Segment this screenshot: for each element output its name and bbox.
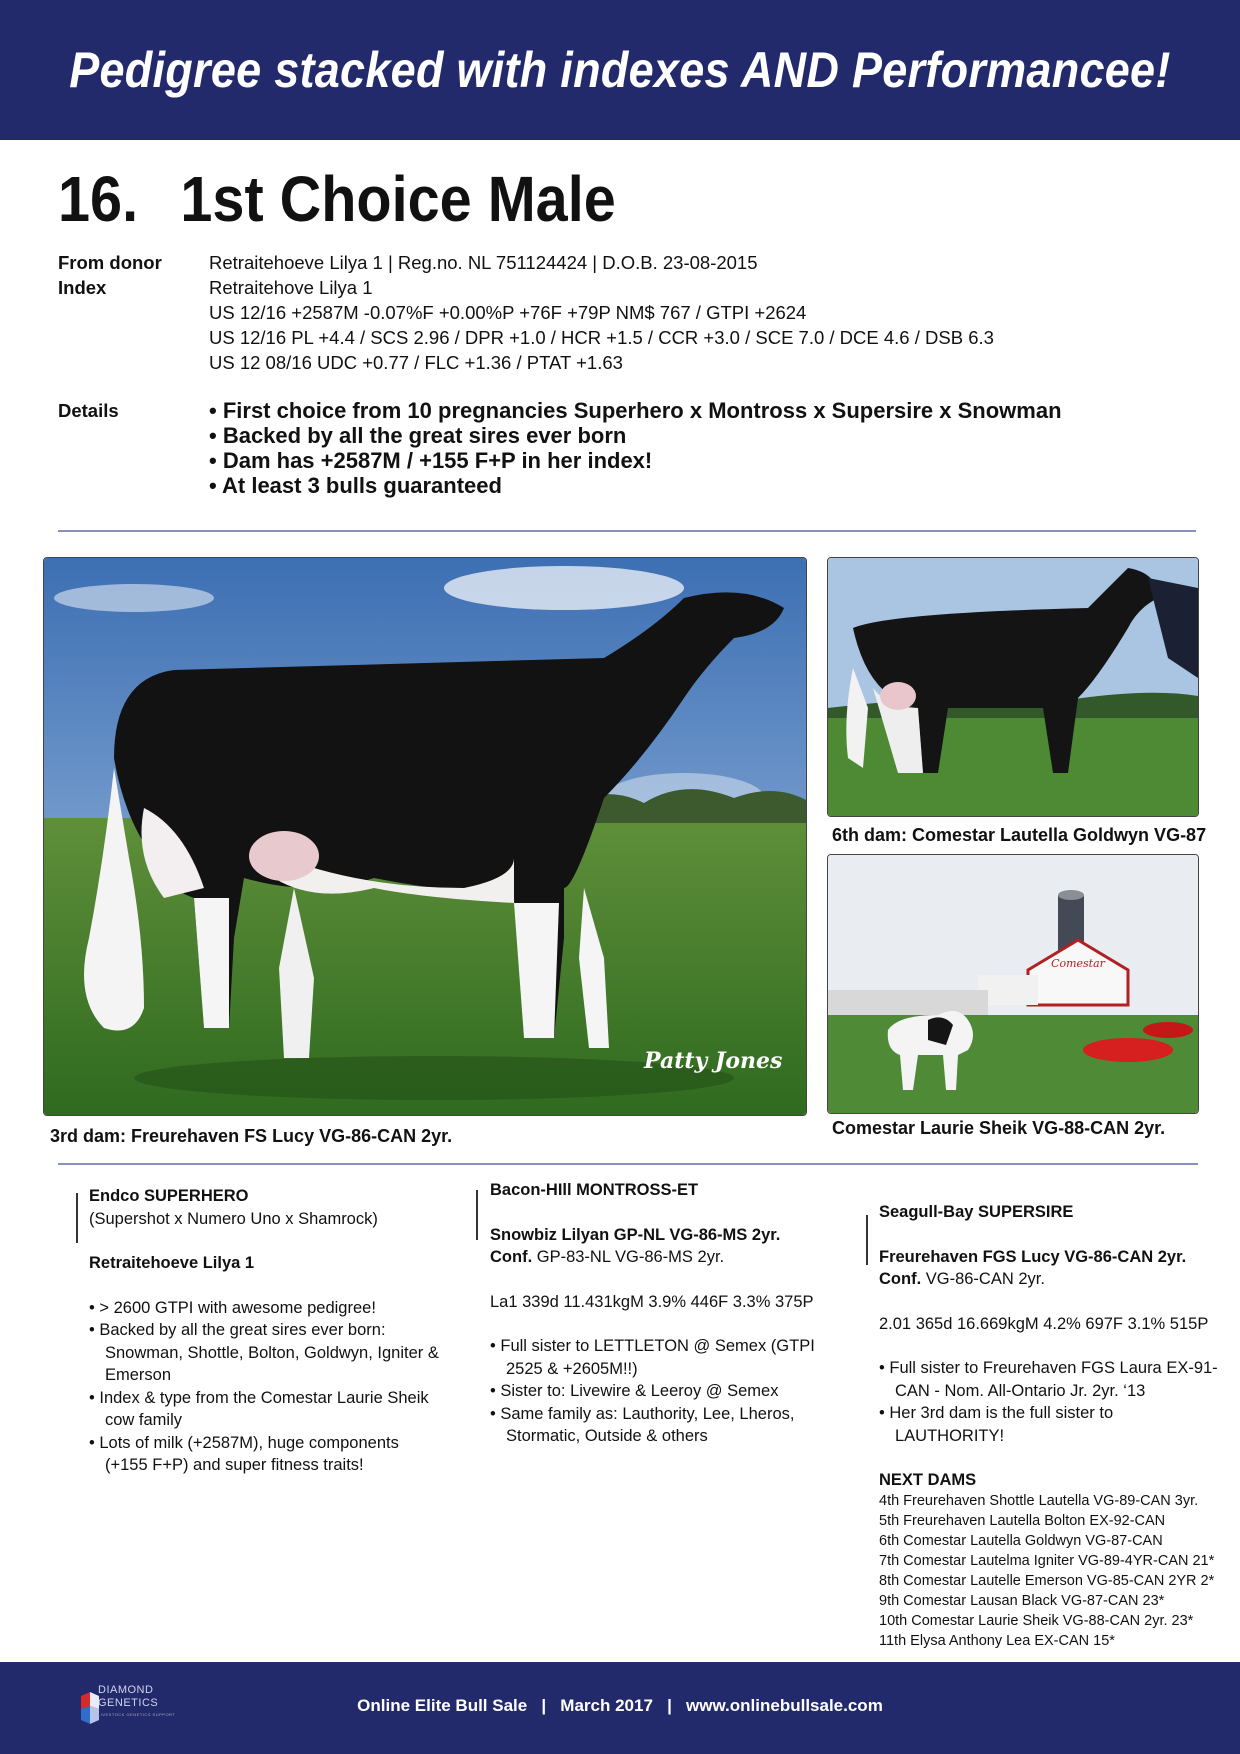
- next-dams-title: NEXT DAMS: [879, 1471, 977, 1489]
- next-dam-item: 11th Elysa Anthony Lea EX-CAN 15*: [879, 1633, 1115, 1649]
- col3-conf-label: Conf.: [879, 1270, 922, 1288]
- main-photo-caption: 3rd dam: Freurehaven FS Lucy VG-86-CAN 2yr.: [50, 1126, 453, 1146]
- col3-bullet: • Her 3rd dam is the full sister to LAUTHORITY!: [879, 1402, 1224, 1447]
- col1-sire-pedigree: (Supershot x Numero Uno x Shamrock): [89, 1209, 378, 1228]
- sixth-dam-illustration: [828, 558, 1198, 816]
- divider-bottom: [58, 1163, 1198, 1165]
- donor-label: From donor: [58, 252, 162, 273]
- col3-pedigree-line: [866, 1215, 868, 1265]
- col3-production: 2.01 365d 16.669kgM 4.2% 697F 3.1% 515P: [879, 1314, 1209, 1333]
- index-label: Index: [58, 277, 107, 298]
- details-item: • Backed by all the great sires ever born: [209, 423, 1062, 448]
- col3-bullet: • Full sister to Freurehaven FGS Laura EX-91-CAN - Nom. All-Ontario Jr. 2yr. ‘13: [879, 1357, 1224, 1402]
- col2-dam: Snowbiz Lilyan GP-NL VG-86-MS 2yr.: [490, 1225, 781, 1244]
- col1-bullets: [89, 1297, 439, 1477]
- lot-number: 16.: [58, 163, 139, 235]
- next-dam-item: 8th Comestar Lautelle Emerson VG-85-CAN 2YR 2*: [879, 1573, 1215, 1589]
- next-dam-item: 7th Comestar Lautelma Igniter VG-89-4YR-CAN 21*: [879, 1553, 1215, 1569]
- col3-conf-value: VG-86-CAN 2yr.: [925, 1270, 1045, 1288]
- banner-title: Pedigree stacked with indexes AND Performancee!: [69, 42, 1171, 98]
- sixth-dam-caption: 6th dam: Comestar Lautella Goldwyn VG-87: [832, 825, 1207, 845]
- col3-bullets: [879, 1357, 1224, 1447]
- col3-sire: Seagull-Bay SUPERSIRE: [879, 1203, 1074, 1221]
- next-dam-item: 9th Comestar Lausan Black VG-87-CAN 23*: [879, 1593, 1165, 1609]
- col1-bullet: • Backed by all the great sires ever born: Snowman, Shottle, Bolton, Goldwyn, Igniter & Emerson: [89, 1319, 439, 1387]
- main-cow-illustration: [44, 558, 806, 1115]
- next-dam-item: 4th Freurehaven Shottle Lautella VG-89-CAN 3yr.: [879, 1493, 1199, 1509]
- index-line: US 12/16 PL +4.4 / SCS 2.96 / DPR +1.0 / HCR +1.5 / CCR +3.0 / SCE 7.0 / DCE 4.6 / DSB 6.3: [209, 327, 994, 348]
- lot-name: 1st Choice Male: [180, 163, 616, 235]
- index-values: [209, 275, 994, 375]
- col2-bullet: • Same family as: Lauthority, Lee, Lheros, Stormatic, Outside & others: [490, 1403, 830, 1448]
- col2-production: La1 339d 11.431kgM 3.9% 446F 3.3% 375P: [490, 1292, 814, 1311]
- col1-bullet: • > 2600 GTPI with awesome pedigree!: [89, 1297, 439, 1320]
- col2-conf: [490, 1246, 830, 1269]
- index-line: Retraitehove Lilya 1: [209, 277, 373, 298]
- next-dams: [879, 1469, 1224, 1651]
- donor-row: [58, 250, 994, 275]
- col2-pedigree-line: [476, 1190, 478, 1240]
- sixth-dam-photo: [827, 557, 1199, 817]
- index-row: [58, 275, 994, 375]
- photo-signature: Patty Jones: [644, 1048, 783, 1074]
- details-item: • Dam has +2587M / +155 F+P in her index!: [209, 448, 1062, 473]
- col1-dam: Retraitehoeve Lilya 1: [89, 1254, 255, 1272]
- comestar-caption: Comestar Laurie Sheik VG-88-CAN 2yr.: [832, 1118, 1166, 1138]
- comestar-farm-illustration: [828, 855, 1198, 1113]
- col2-sire: Bacon-HIll MONTROSS-ET: [490, 1181, 699, 1199]
- next-dam-item: 6th Comestar Lautella Goldwyn VG-87-CAN: [879, 1533, 1163, 1549]
- col1-bullet: • Index & type from the Comestar Laurie Sheik cow family: [89, 1387, 439, 1432]
- comestar-farm-photo: [827, 854, 1199, 1114]
- lot-title: [58, 162, 616, 236]
- col2-conf-value: GP-83-NL VG-86-MS 2yr.: [536, 1248, 725, 1266]
- col1-pedigree-line: [76, 1193, 78, 1243]
- index-line: US 12/16 +2587M -0.07%F +0.00%P +76F +79P NM$ 767 / GTPI +2624: [209, 302, 807, 323]
- next-dam-item: 5th Freurehaven Lautella Bolton EX-92-CAN: [879, 1513, 1166, 1529]
- donor-value: Retraitehoeve Lilya 1 | Reg.no. NL 751124424 | D.O.B. 23-08-2015: [209, 252, 758, 273]
- col3-supersire: [879, 1201, 1224, 1651]
- details-item: • First choice from 10 pregnancies Superhero x Montross x Supersire x Snowman: [209, 398, 1062, 423]
- col2-bullet: • Full sister to LETTLETON @ Semex (GTPI 2525 & +2605M!!): [490, 1335, 830, 1380]
- divider-top: [58, 530, 1196, 532]
- footer-bar: [0, 1662, 1240, 1754]
- col1-bullet: • Lots of milk (+2587M), huge components (+155 F+P) and super fitness traits!: [89, 1432, 439, 1477]
- col1-sire: Endco SUPERHERO: [89, 1187, 249, 1205]
- logo-tagline: LIVESTOCK GENETICS SUPPORT: [98, 1712, 176, 1717]
- next-dam-item: 10th Comestar Laurie Sheik VG-88-CAN 2yr. 23*: [879, 1613, 1194, 1629]
- logo-word-genetics: GENETICS: [98, 1697, 159, 1709]
- col2-montross: [490, 1179, 830, 1448]
- index-line: US 12 08/16 UDC +0.77 / FLC +1.36 / PTAT +1.63: [209, 352, 623, 373]
- details-label: Details: [58, 400, 119, 421]
- details-row: [58, 398, 1062, 498]
- info-block: [58, 250, 994, 375]
- main-cow-photo: [43, 557, 807, 1116]
- col2-bullets: [490, 1335, 830, 1448]
- logo-word-diamond: DIAMOND: [98, 1684, 154, 1696]
- details-list: [209, 398, 1062, 498]
- col1-superhero: [89, 1185, 439, 1477]
- col3-dam: Freurehaven FGS Lucy VG-86-CAN 2yr.: [879, 1247, 1187, 1266]
- col3-conf: [879, 1268, 1224, 1291]
- details-item: • At least 3 bulls guaranteed: [209, 473, 1062, 498]
- header-banner: [0, 0, 1240, 140]
- col2-bullet: • Sister to: Livewire & Leeroy @ Semex: [490, 1380, 830, 1403]
- barn-sign: Comestar: [1051, 957, 1105, 970]
- footer-text: Online Elite Bull Sale | March 2017 | www.onlinebullsale.com: [357, 1696, 883, 1715]
- col2-conf-label: Conf.: [490, 1248, 533, 1266]
